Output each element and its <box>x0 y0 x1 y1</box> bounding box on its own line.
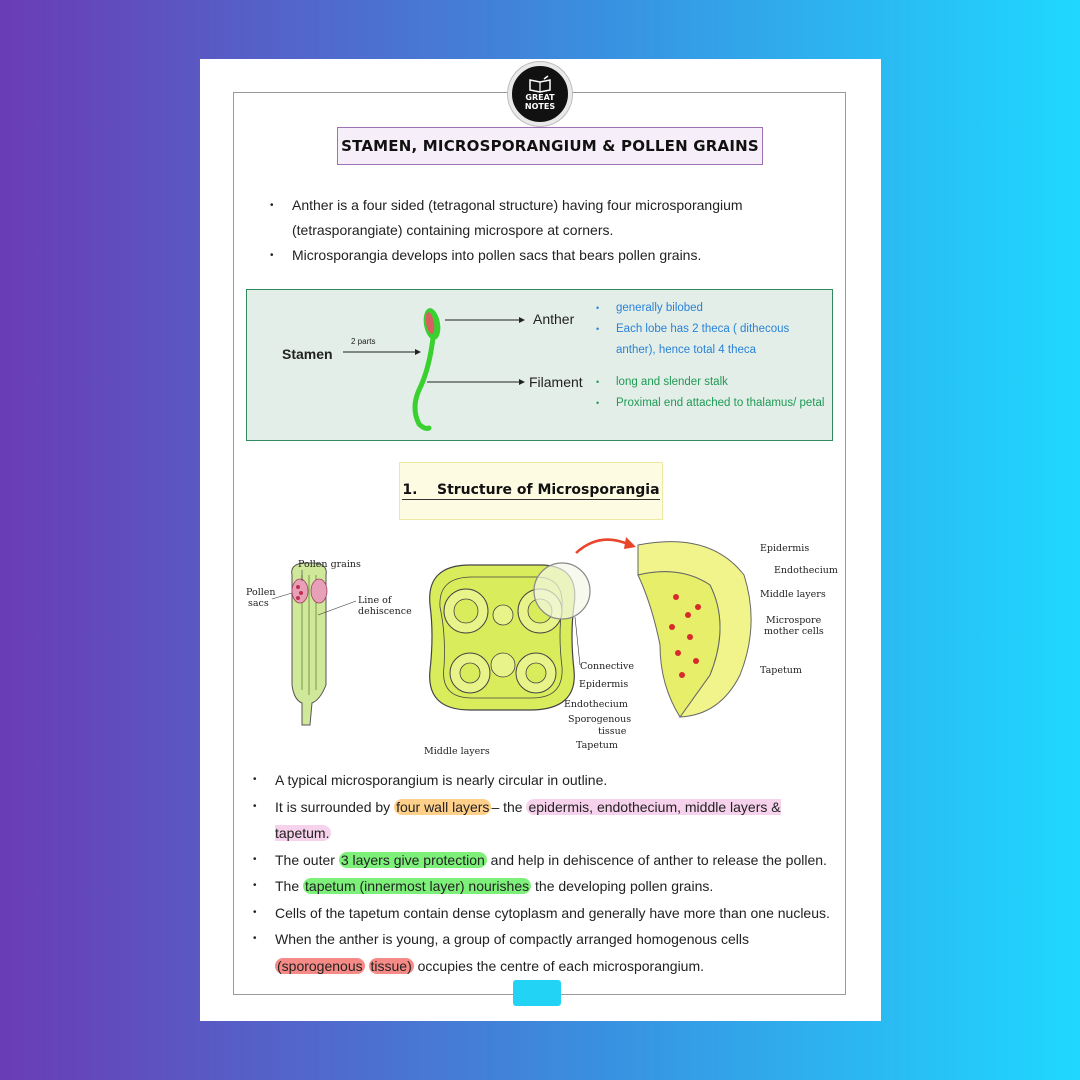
page-number-tab[interactable] <box>513 980 561 1006</box>
section-heading-box <box>399 462 663 520</box>
label-sporogenous-2: tissue <box>598 726 627 737</box>
highlight-green: tapetum (innermost layer) nourishes <box>305 878 530 894</box>
point-text: A typical microsporangium is nearly circular in outline. <box>275 772 608 788</box>
highlight-green: 3 layers give protection <box>340 851 485 868</box>
point-item <box>250 926 835 979</box>
label-r-tapetum: Tapetum <box>760 665 802 676</box>
anther-longitudinal-figure <box>272 563 356 725</box>
filament-point: • long and slender stalk <box>596 372 831 393</box>
label-pollen-sacs-1: Pollen <box>246 587 276 598</box>
highlight-pink: epidermis, endothecium, middle layers & tapetum. <box>275 798 781 841</box>
point-item <box>250 767 835 794</box>
point-text: the developing pollen grains. <box>531 878 714 894</box>
great-notes-logo <box>508 62 572 126</box>
intro-item: • Microsporangia develops into pollen sacs that bears pollen grains. <box>267 243 787 268</box>
section-number: 1. <box>402 482 418 498</box>
anther-label: Anther <box>533 311 575 327</box>
section-title: Structure of Microsporangia <box>436 482 660 498</box>
filament-points <box>596 372 831 414</box>
point-text: When the anther is young, a group of compactly arranged homogenous cells <box>275 931 749 947</box>
intro-list <box>267 193 787 268</box>
label-endothecium: Endothecium <box>564 699 628 710</box>
section-heading <box>402 482 659 500</box>
page-title: STAMEN, MICROSPORANGIUM & POLLEN GRAINS <box>337 127 763 165</box>
label-epidermis: Epidermis <box>579 679 629 690</box>
filament-label: Filament <box>529 374 583 390</box>
stamen-diagram-box <box>246 289 833 441</box>
stamen-label: Stamen <box>282 346 333 362</box>
label-connective: Connective <box>580 661 635 672</box>
arrow-icon <box>624 537 636 549</box>
logo-text-great: GREAT <box>525 92 555 102</box>
label-pollen-grains: Pollen grains <box>298 559 361 570</box>
highlight-red: (sporogenous <box>277 957 363 974</box>
microsporangia-diagram <box>240 535 840 757</box>
label-dehiscence: dehiscence <box>358 606 412 617</box>
point-text: The <box>275 878 304 894</box>
label-middle-layers: Middle layers <box>424 746 490 757</box>
logo-text-notes: NOTES <box>524 101 556 111</box>
label-line-of: Line of <box>358 595 392 606</box>
point-item <box>250 873 835 900</box>
parts-note: 2 parts <box>351 337 376 346</box>
point-text: – the <box>491 798 527 815</box>
label-tapetum: Tapetum <box>576 740 618 751</box>
anther-point: • generally bilobed <box>596 298 831 319</box>
point-text: It is surrounded by <box>275 798 395 815</box>
point-item <box>250 900 835 927</box>
label-r-endothecium: Endothecium <box>774 565 838 576</box>
book-icon <box>529 78 551 92</box>
anther-cross-section-figure <box>430 563 590 710</box>
label-r-middle: Middle layers <box>760 589 826 600</box>
wall-layers-figure <box>638 542 751 717</box>
point-text: Cells of the tapetum contain dense cytoplasm and generally have more than one nucleus. <box>275 904 830 921</box>
label-r-epidermis: Epidermis <box>760 543 810 554</box>
anther-point: • Each lobe has 2 theca ( dithecous anther), hence total 4 theca <box>596 319 831 361</box>
label-sporogenous-1: Sporogenous <box>568 714 632 725</box>
highlight-orange: four wall layers <box>396 798 490 815</box>
label-r-mmc-1: Microspore <box>766 615 822 626</box>
point-text: The outer <box>275 851 339 868</box>
point-item <box>250 847 835 874</box>
filament-point: • Proximal end attached to thalamus/ petal <box>596 393 831 414</box>
point-text: occupies the centre of each microsporangium. <box>413 957 705 974</box>
label-pollen-sacs-2: sacs <box>248 598 269 609</box>
microsporangia-points <box>250 767 835 979</box>
anther-points <box>596 298 831 361</box>
notes-page <box>200 59 881 1021</box>
point-text: and help in dehiscence of anther to release the pollen. <box>486 851 827 868</box>
highlight-red: tissue) <box>370 957 412 974</box>
intro-item: • Anther is a four sided (tetragonal structure) having four microsporangium (tetrasporangiate) containing microspore at corners. <box>267 193 787 243</box>
point-item <box>250 794 835 847</box>
label-r-mmc-2: mother cells <box>764 626 824 637</box>
